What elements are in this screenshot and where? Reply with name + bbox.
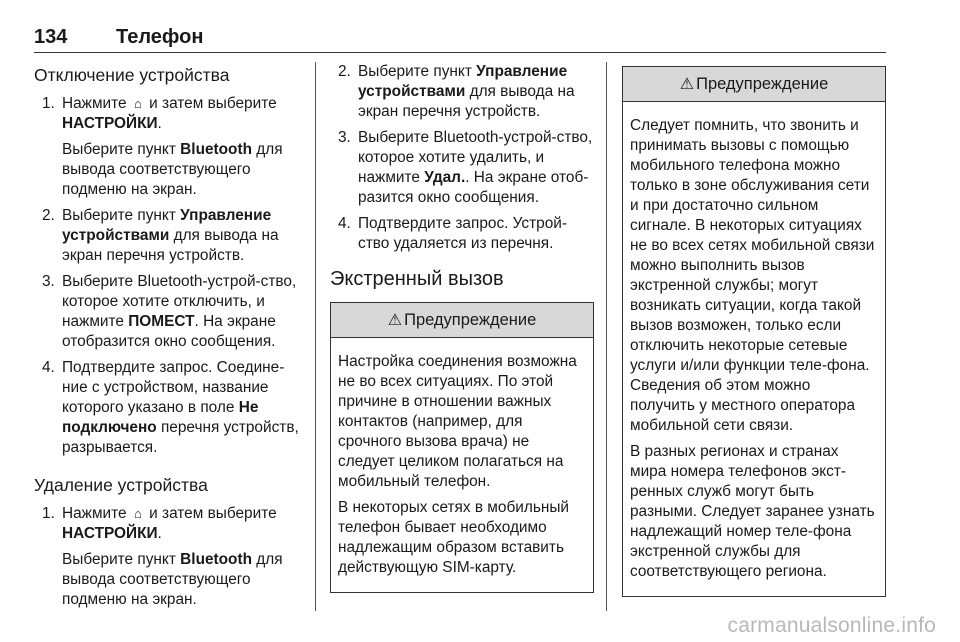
step-item: 4. Подтвердите запрос. Устрой-ство удаляется из перечня. xyxy=(338,215,568,252)
page-title: Телефон xyxy=(116,26,204,48)
column-right xyxy=(622,66,886,597)
warning-body xyxy=(623,102,885,596)
page-header xyxy=(34,26,886,53)
warning-header: ⚠ Предупреждение xyxy=(623,67,885,102)
step-subtext: Выберите пункт Bluetooth для вывода соответствующего подменю на экран. xyxy=(62,551,283,608)
section-title-delete: Удаление устройства xyxy=(34,475,208,495)
column-divider xyxy=(606,62,607,611)
warning-triangle-icon: ⚠ xyxy=(387,312,403,329)
section-title-disconnect: Отключение устройства xyxy=(34,65,230,85)
warning-body xyxy=(331,338,593,592)
warning-paragraph: В некоторых сетях в мобильный телефон бывает необходимо надлежащим образом вставить действующую SIM-карту. xyxy=(338,499,570,576)
watermark: carmanualsonline.info xyxy=(727,614,936,637)
column-middle xyxy=(330,62,594,593)
page-number: 134 xyxy=(34,26,68,48)
step-item: 3. Выберите Bluetooth-устрой-ство, которое хотите отключить, и нажмите ПОМЕСТ. На экране отобразится окно сообщения. xyxy=(42,273,297,350)
step-item: 3. Выберите Bluetooth-устрой-ство, которое хотите удалить, и нажмите Удал.. На экране отоб-разится окно сообщения. xyxy=(338,129,593,206)
home-icon: ⌂ xyxy=(133,96,142,111)
step-item: 1. Нажмите ⌂ и затем выберите НАСТРОЙКИ. xyxy=(42,505,277,542)
home-icon: ⌂ xyxy=(133,506,142,521)
step-subtext: Выберите пункт Bluetooth для вывода соответствующего подменю на экран. xyxy=(62,141,283,198)
warning-paragraph: Следует помнить, что звонить и принимать вызовы с помощью мобильного телефона можно только в зоне обслуживания сети и при достаточно сильном сигнале. В некоторых ситуациях не во всех сетях мобильной связи можно выполнить вызов экстренной службы; могут возникать ситуации, когда такой вызов возможен, только если отключить некоторые сетевые услуги и/или функции теле-фона. Сведения об этом можно получить у местного оператора мобильной сети связи. xyxy=(630,117,875,434)
step-item: 2. Выберите пункт Управление устройствами для вывода на экран перечня устройств. xyxy=(338,63,575,120)
section-title-emergency: Экстренный вызов xyxy=(330,268,504,290)
warning-box xyxy=(622,66,886,597)
warning-box xyxy=(330,302,594,593)
step-item: 4. Подтвердите запрос. Соедине-ние с устройством, название которого указано в поле Не подключено перечня устройств, разрывается. xyxy=(42,359,299,456)
warning-header: ⚠ Предупреждение xyxy=(331,303,593,338)
warning-paragraph: В разных регионах и странах мира номера телефонов экст-ренных служб могут быть разными. Следует заранее узнать надлежащий номер теле-фона экстренной службы для соответствующего региона. xyxy=(630,443,875,580)
warning-paragraph: Настройка соединения возможна не во всех ситуациях. По этой причине в отношении важных контактов (например, для срочного вызова врача) не следует целиком полагаться на мобильный телефон. xyxy=(338,353,577,490)
column-left xyxy=(34,62,300,616)
step-item: 1. Нажмите ⌂ и затем выберите НАСТРОЙКИ. xyxy=(42,95,277,132)
column-divider xyxy=(315,62,316,611)
warning-triangle-icon: ⚠ xyxy=(679,76,695,93)
step-item: 2. Выберите пункт Управление устройствами для вывода на экран перечня устройств. xyxy=(42,207,279,264)
